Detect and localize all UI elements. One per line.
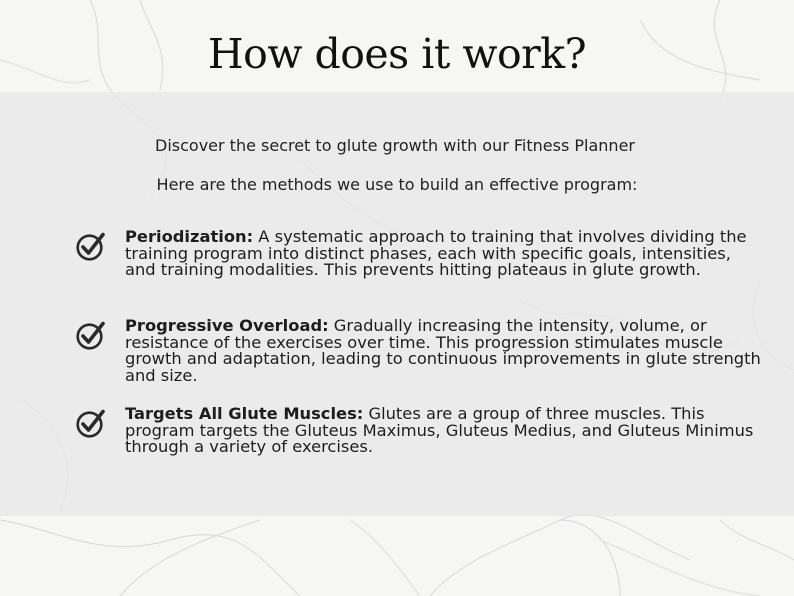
method-heading: Periodization: — [125, 227, 254, 246]
method-text — [125, 406, 765, 456]
intro-line-1: Discover the secret to glute growth with our Fitness Planner — [155, 136, 635, 155]
method-heading: Progressive Overload: — [125, 316, 329, 335]
method-heading: Targets All Glute Muscles: — [125, 404, 364, 423]
checkmark-circle-icon — [76, 409, 106, 439]
method-body: A systematic approach to training that involves dividing the training program into distinct phases, each with specific goals, intensities, and training modalities. This prevents hitting plateaus in glute growth. — [125, 227, 747, 279]
checkmark-circle-icon — [76, 321, 106, 351]
method-text — [125, 229, 765, 279]
page-title: How does it work? — [207, 30, 587, 78]
method-text — [125, 318, 765, 384]
method-body: Glutes are a group of three muscles. This program targets the Gluteus Maximus, Gluteus Medius, and Gluteus Minimus through a variety of exercises. — [125, 404, 754, 456]
checkmark-circle-icon — [76, 232, 106, 262]
intro-line-2: Here are the methods we use to build an effective program: — [156, 175, 638, 194]
method-body: Gradually increasing the intensity, volume, or resistance of the exercises over time. This progression stimulates muscle growth and adaptation, leading to continuous improvements in glute strength and size. — [125, 316, 761, 385]
